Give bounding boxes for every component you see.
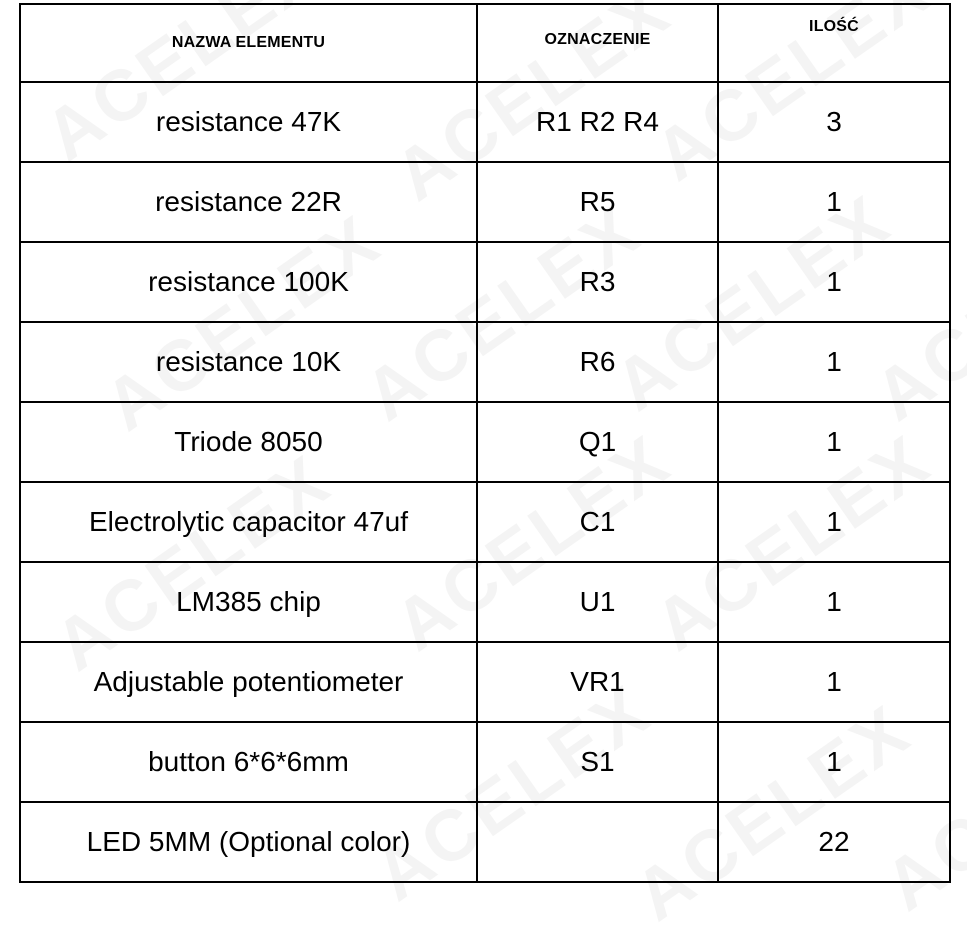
table-row	[20, 82, 950, 162]
table-row	[20, 562, 950, 642]
cell-name: resistance 47K	[20, 82, 477, 162]
table-row	[20, 482, 950, 562]
table-row	[20, 162, 950, 242]
cell-designator: VR1	[477, 642, 718, 722]
table-row	[20, 642, 950, 722]
cell-designator: R1 R2 R4	[477, 82, 718, 162]
cell-quantity: 1	[718, 322, 950, 402]
header-name: NAZWA ELEMENTU	[20, 4, 477, 82]
bom-table	[19, 3, 951, 883]
cell-quantity: 1	[718, 642, 950, 722]
cell-designator	[477, 802, 718, 882]
cell-name: resistance 22R	[20, 162, 477, 242]
cell-designator: R6	[477, 322, 718, 402]
cell-designator: S1	[477, 722, 718, 802]
cell-quantity: 1	[718, 482, 950, 562]
cell-designator: R5	[477, 162, 718, 242]
cell-name: Triode 8050	[20, 402, 477, 482]
table-row	[20, 402, 950, 482]
table-row	[20, 722, 950, 802]
header-designator: OZNACZENIE	[477, 4, 718, 82]
cell-name: resistance 10K	[20, 322, 477, 402]
cell-designator: C1	[477, 482, 718, 562]
cell-designator: U1	[477, 562, 718, 642]
cell-quantity: 1	[718, 722, 950, 802]
table-row	[20, 322, 950, 402]
cell-name: resistance 100K	[20, 242, 477, 322]
cell-designator: R3	[477, 242, 718, 322]
cell-quantity: 1	[718, 562, 950, 642]
table-row	[20, 802, 950, 882]
header-quantity: ILOŚĆ	[718, 4, 950, 82]
cell-name: LM385 chip	[20, 562, 477, 642]
table-row	[20, 242, 950, 322]
cell-name: Electrolytic capacitor 47uf	[20, 482, 477, 562]
cell-name: LED 5MM (Optional color)	[20, 802, 477, 882]
cell-quantity: 1	[718, 162, 950, 242]
cell-designator: Q1	[477, 402, 718, 482]
cell-quantity: 22	[718, 802, 950, 882]
cell-quantity: 3	[718, 82, 950, 162]
cell-name: button 6*6*6mm	[20, 722, 477, 802]
cell-name: Adjustable potentiometer	[20, 642, 477, 722]
table-header-row	[20, 4, 950, 82]
cell-quantity: 1	[718, 402, 950, 482]
cell-quantity: 1	[718, 242, 950, 322]
